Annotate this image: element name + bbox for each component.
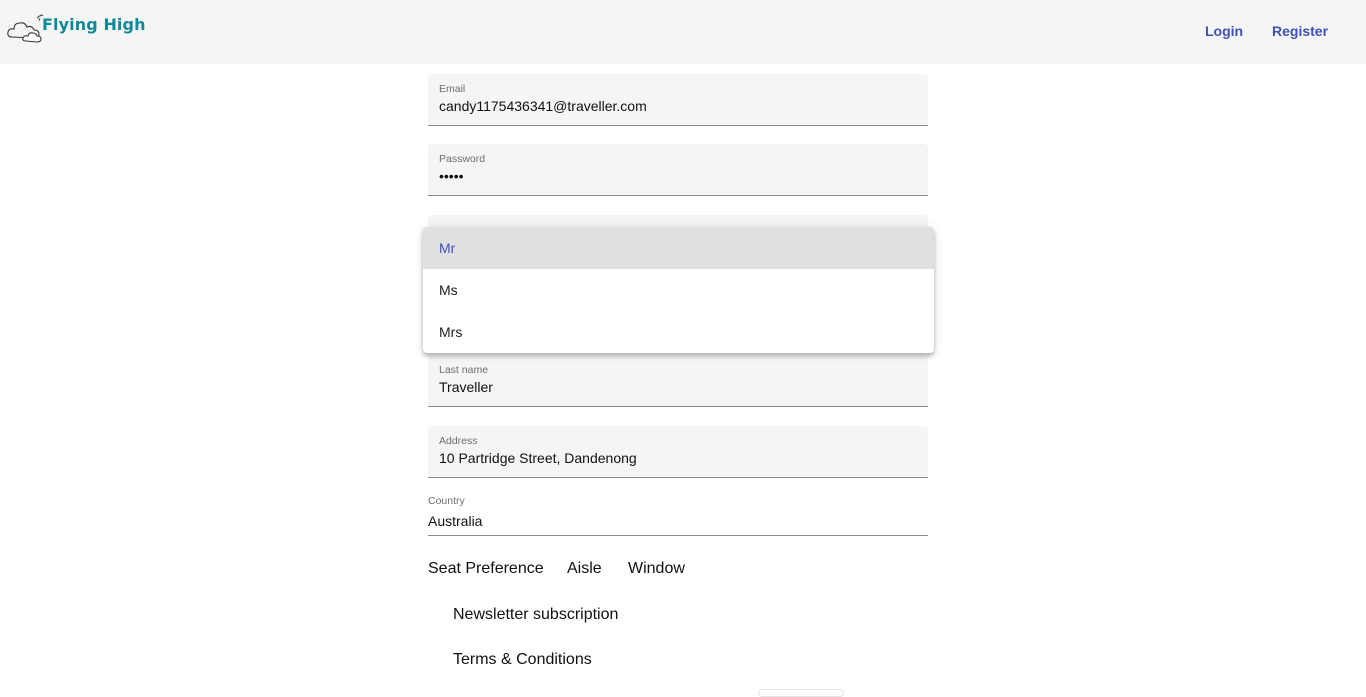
email-field[interactable] xyxy=(428,74,928,126)
register-link[interactable]: Register xyxy=(1272,23,1329,39)
address-label: Address xyxy=(439,435,478,447)
last-name-label: Last name xyxy=(439,364,489,376)
password-value[interactable]: ••••• xyxy=(439,168,464,184)
login-link[interactable]: Login xyxy=(1205,23,1244,39)
submit-button-edge[interactable] xyxy=(758,689,844,697)
cloud-icon xyxy=(6,11,44,43)
title-option-mr[interactable]: Mr xyxy=(423,227,934,269)
title-dropdown-panel xyxy=(423,227,934,353)
email-label: Email xyxy=(439,83,466,95)
address-field[interactable] xyxy=(428,426,928,478)
last-name-field[interactable] xyxy=(428,355,928,407)
logo-text: Flying High xyxy=(42,14,146,34)
email-value[interactable]: candy1175436341@traveller.com xyxy=(439,98,647,114)
seat-option-aisle[interactable]: Aisle xyxy=(567,560,602,577)
newsletter-checkbox-label[interactable]: Newsletter subscription xyxy=(453,606,619,623)
last-name-value[interactable]: Traveller xyxy=(439,379,493,395)
terms-checkbox-label[interactable]: Terms & Conditions xyxy=(453,651,592,668)
address-value[interactable]: 10 Partridge Street, Dandenong xyxy=(439,450,637,466)
country-label: Country xyxy=(428,495,465,507)
password-label: Password xyxy=(439,153,486,165)
title-option-ms[interactable]: Ms xyxy=(439,282,458,298)
country-select[interactable] xyxy=(428,493,928,536)
country-value: Australia xyxy=(428,513,483,529)
seat-preference-label: Seat Preference xyxy=(428,560,544,577)
seat-option-window[interactable]: Window xyxy=(628,560,685,577)
top-toolbar xyxy=(0,0,1366,64)
title-option-mrs[interactable]: Mrs xyxy=(439,324,463,340)
flying-high-logo[interactable] xyxy=(6,10,146,44)
password-field[interactable] xyxy=(428,144,928,196)
